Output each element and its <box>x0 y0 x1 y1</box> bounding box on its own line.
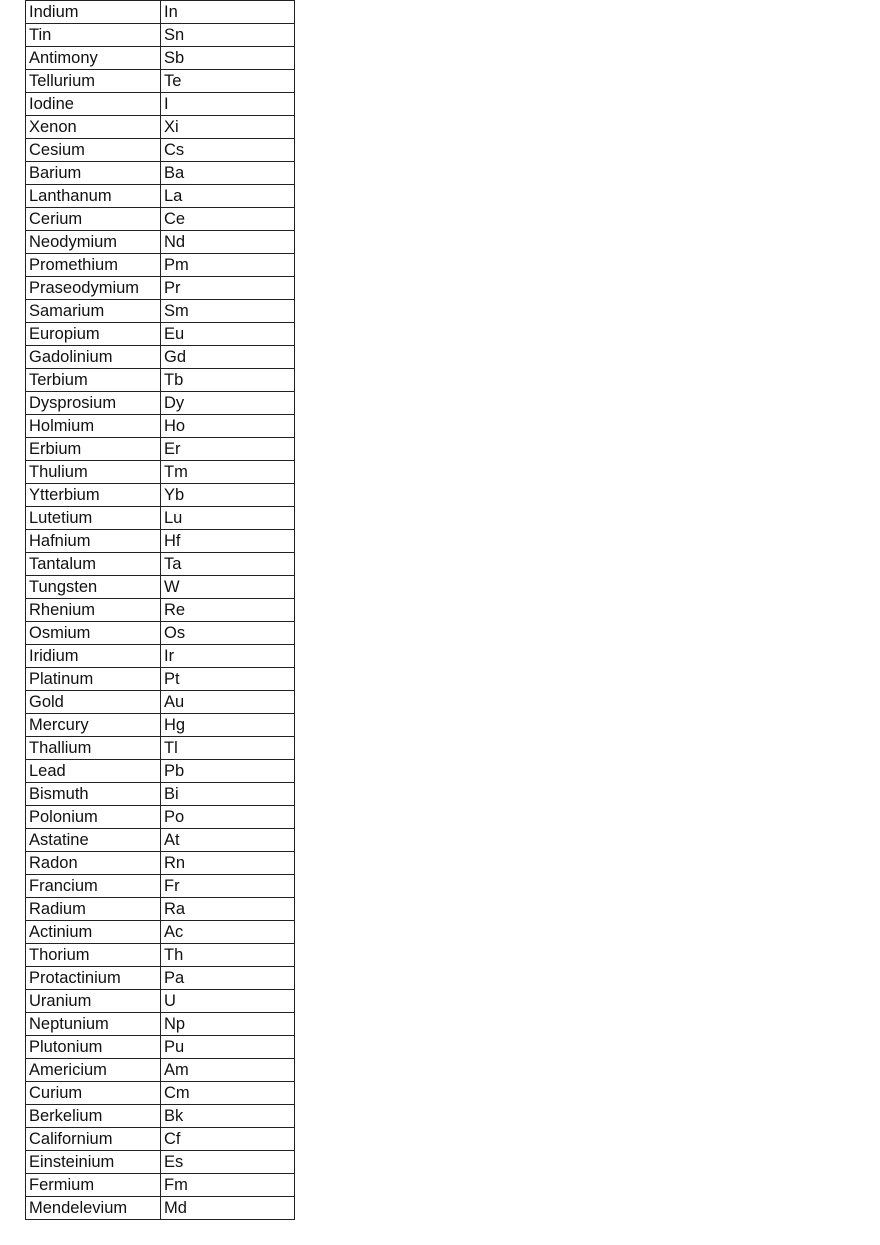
table-row <box>26 622 295 645</box>
element-symbol-cell: Xi <box>161 116 295 139</box>
element-name-cell: Barium <box>26 162 161 185</box>
element-name-cell: Lanthanum <box>26 185 161 208</box>
element-symbol-cell: Bi <box>161 783 295 806</box>
element-symbol-cell: Md <box>161 1197 295 1220</box>
element-symbol-cell: Yb <box>161 484 295 507</box>
table-row <box>26 392 295 415</box>
table-row <box>26 185 295 208</box>
element-symbol-cell: Lu <box>161 507 295 530</box>
table-row <box>26 829 295 852</box>
element-symbol-cell: Cf <box>161 1128 295 1151</box>
element-name-cell: Lutetium <box>26 507 161 530</box>
element-symbol-cell: Hf <box>161 530 295 553</box>
element-symbol-cell: Cm <box>161 1082 295 1105</box>
element-symbol-cell: Dy <box>161 392 295 415</box>
table-row <box>26 438 295 461</box>
element-name-cell: Americium <box>26 1059 161 1082</box>
element-name-cell: Tin <box>26 24 161 47</box>
element-symbol-cell: Ir <box>161 645 295 668</box>
element-symbol-cell: Sm <box>161 300 295 323</box>
element-symbol-cell: Er <box>161 438 295 461</box>
element-symbol-cell: W <box>161 576 295 599</box>
element-symbol-cell: Pm <box>161 254 295 277</box>
element-symbol-cell: Sn <box>161 24 295 47</box>
element-symbol-cell: Es <box>161 1151 295 1174</box>
element-name-cell: Gold <box>26 691 161 714</box>
table-row <box>26 1013 295 1036</box>
element-symbol-cell: Fm <box>161 1174 295 1197</box>
element-name-cell: Platinum <box>26 668 161 691</box>
table-row <box>26 1 295 24</box>
element-name-cell: Tellurium <box>26 70 161 93</box>
table-row <box>26 415 295 438</box>
element-name-cell: Praseodymium <box>26 277 161 300</box>
element-name-cell: Bismuth <box>26 783 161 806</box>
element-name-cell: Uranium <box>26 990 161 1013</box>
table-row <box>26 944 295 967</box>
element-symbol-cell: Tb <box>161 369 295 392</box>
element-name-cell: Hafnium <box>26 530 161 553</box>
table-row <box>26 760 295 783</box>
element-name-cell: Promethium <box>26 254 161 277</box>
element-symbol-cell: Pb <box>161 760 295 783</box>
element-name-cell: Radon <box>26 852 161 875</box>
table-row <box>26 737 295 760</box>
element-symbol-cell: Bk <box>161 1105 295 1128</box>
element-symbol-cell: Ta <box>161 553 295 576</box>
element-table-body <box>26 1 295 1220</box>
table-row <box>26 553 295 576</box>
table-row <box>26 714 295 737</box>
element-name-cell: Antimony <box>26 47 161 70</box>
element-symbol-cell: Np <box>161 1013 295 1036</box>
element-symbol-cell: Pr <box>161 277 295 300</box>
element-name-cell: Plutonium <box>26 1036 161 1059</box>
table-row <box>26 1128 295 1151</box>
table-row <box>26 1082 295 1105</box>
table-row <box>26 254 295 277</box>
element-symbol-cell: Eu <box>161 323 295 346</box>
table-row <box>26 921 295 944</box>
table-row <box>26 24 295 47</box>
element-name-cell: Cerium <box>26 208 161 231</box>
element-symbol-cell: Te <box>161 70 295 93</box>
element-name-cell: Tungsten <box>26 576 161 599</box>
table-row <box>26 507 295 530</box>
table-row <box>26 990 295 1013</box>
element-name-cell: Thulium <box>26 461 161 484</box>
element-name-cell: Fermium <box>26 1174 161 1197</box>
element-name-cell: Indium <box>26 1 161 24</box>
element-name-cell: Curium <box>26 1082 161 1105</box>
element-name-cell: Astatine <box>26 829 161 852</box>
element-name-cell: Mendelevium <box>26 1197 161 1220</box>
table-row <box>26 783 295 806</box>
element-name-cell: Gadolinium <box>26 346 161 369</box>
element-name-cell: Samarium <box>26 300 161 323</box>
element-table <box>25 0 295 1220</box>
table-row <box>26 1105 295 1128</box>
table-row <box>26 139 295 162</box>
element-name-cell: Actinium <box>26 921 161 944</box>
element-name-cell: Cesium <box>26 139 161 162</box>
element-name-cell: Terbium <box>26 369 161 392</box>
table-row <box>26 47 295 70</box>
element-symbol-cell: In <box>161 1 295 24</box>
element-name-cell: Neptunium <box>26 1013 161 1036</box>
element-name-cell: Rhenium <box>26 599 161 622</box>
table-row <box>26 346 295 369</box>
element-symbol-cell: Am <box>161 1059 295 1082</box>
element-name-cell: Radium <box>26 898 161 921</box>
element-symbol-cell: Th <box>161 944 295 967</box>
element-name-cell: Californium <box>26 1128 161 1151</box>
table-row <box>26 1036 295 1059</box>
table-row <box>26 967 295 990</box>
element-symbol-cell: Rn <box>161 852 295 875</box>
table-row <box>26 208 295 231</box>
element-symbol-cell: Pu <box>161 1036 295 1059</box>
table-row <box>26 576 295 599</box>
table-row <box>26 300 295 323</box>
table-row <box>26 484 295 507</box>
element-symbol-cell: Au <box>161 691 295 714</box>
table-row <box>26 530 295 553</box>
element-symbol-cell: Po <box>161 806 295 829</box>
table-row <box>26 1197 295 1220</box>
element-symbol-cell: I <box>161 93 295 116</box>
table-row <box>26 1151 295 1174</box>
element-symbol-cell: Ce <box>161 208 295 231</box>
element-symbol-cell: Ho <box>161 415 295 438</box>
element-name-cell: Francium <box>26 875 161 898</box>
element-name-cell: Iodine <box>26 93 161 116</box>
element-symbol-cell: Sb <box>161 47 295 70</box>
table-row <box>26 231 295 254</box>
element-symbol-cell: Tl <box>161 737 295 760</box>
element-name-cell: Lead <box>26 760 161 783</box>
table-row <box>26 323 295 346</box>
table-row <box>26 1174 295 1197</box>
element-symbol-cell: Nd <box>161 231 295 254</box>
table-row <box>26 93 295 116</box>
element-name-cell: Tantalum <box>26 553 161 576</box>
element-symbol-cell: La <box>161 185 295 208</box>
element-symbol-cell: Re <box>161 599 295 622</box>
element-name-cell: Xenon <box>26 116 161 139</box>
element-symbol-cell: Fr <box>161 875 295 898</box>
element-name-cell: Europium <box>26 323 161 346</box>
element-name-cell: Mercury <box>26 714 161 737</box>
table-row <box>26 1059 295 1082</box>
table-row <box>26 461 295 484</box>
element-symbol-cell: Pa <box>161 967 295 990</box>
table-row <box>26 806 295 829</box>
table-row <box>26 116 295 139</box>
element-name-cell: Neodymium <box>26 231 161 254</box>
element-name-cell: Einsteinium <box>26 1151 161 1174</box>
element-name-cell: Protactinium <box>26 967 161 990</box>
element-name-cell: Polonium <box>26 806 161 829</box>
table-row <box>26 852 295 875</box>
element-symbol-cell: At <box>161 829 295 852</box>
table-row <box>26 369 295 392</box>
element-symbol-cell: Cs <box>161 139 295 162</box>
table-row <box>26 599 295 622</box>
element-symbol-cell: Ra <box>161 898 295 921</box>
element-name-cell: Erbium <box>26 438 161 461</box>
element-symbol-cell: Pt <box>161 668 295 691</box>
element-symbol-cell: U <box>161 990 295 1013</box>
element-name-cell: Iridium <box>26 645 161 668</box>
element-name-cell: Thallium <box>26 737 161 760</box>
element-symbol-cell: Os <box>161 622 295 645</box>
element-symbol-cell: Tm <box>161 461 295 484</box>
table-row <box>26 277 295 300</box>
table-row <box>26 875 295 898</box>
element-symbol-cell: Hg <box>161 714 295 737</box>
table-row <box>26 898 295 921</box>
element-name-cell: Berkelium <box>26 1105 161 1128</box>
element-name-cell: Dysprosium <box>26 392 161 415</box>
element-symbol-cell: Ba <box>161 162 295 185</box>
table-row <box>26 668 295 691</box>
table-row <box>26 70 295 93</box>
element-symbol-cell: Gd <box>161 346 295 369</box>
element-name-cell: Thorium <box>26 944 161 967</box>
table-row <box>26 691 295 714</box>
element-name-cell: Ytterbium <box>26 484 161 507</box>
element-name-cell: Osmium <box>26 622 161 645</box>
element-name-cell: Holmium <box>26 415 161 438</box>
table-row <box>26 162 295 185</box>
element-symbol-cell: Ac <box>161 921 295 944</box>
table-row <box>26 645 295 668</box>
